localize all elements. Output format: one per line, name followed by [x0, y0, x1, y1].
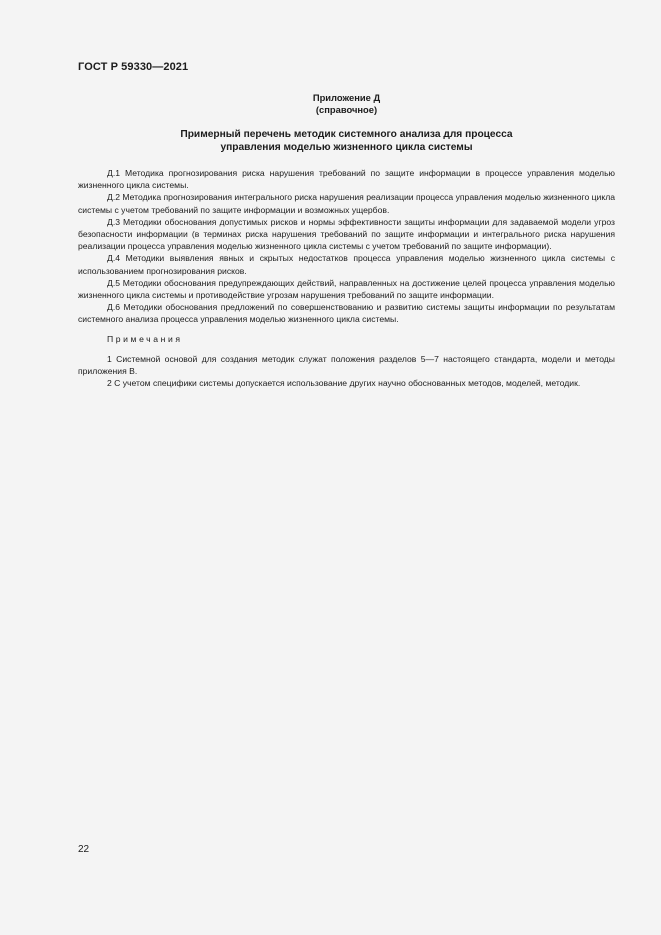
paragraph-d3: Д.3 Методики обоснования допустимых рисков и нормы эффективности защиты информации для задаваемой модели угроз безопасности информации (в терминах риска нарушения требований по защите информации и интегрального риска нарушения реализации процесса управления моделью жизненного цикла системы с учетом требований по защите информации).: [78, 216, 615, 252]
section-title: [78, 128, 615, 154]
annex-body: [78, 167, 615, 389]
paragraph-d4: Д.4 Методики выявления явных и скрытых недостатков процесса управления моделью жизненного цикла системы с использованием прогнозирования рисков.: [78, 253, 615, 276]
notes-heading: Примечания: [107, 333, 183, 344]
paragraph-d1: Д.1 Методика прогнозирования риска нарушения требований по защите информации в процессе управления моделью жизненного цикла системы.: [78, 168, 615, 191]
note-1: 1 Системной основой для создания методик служат положения разделов 5—7 настоящего стандарта, модели и методы приложения В.: [78, 353, 615, 377]
paragraph-d6: Д.6 Методики обоснования предложений по совершенствованию и развитию системы защиты информации по результатам системного анализа процесса управления моделью жизненного цикла системы.: [78, 302, 615, 325]
standard-code: ГОСТ Р 59330—2021: [78, 61, 189, 73]
page-number: 22: [78, 844, 90, 855]
section-title-line-2: управления моделью жизненного цикла системы: [220, 142, 473, 153]
annex-type: (справочное): [315, 104, 378, 115]
annex-title: Приложение Д: [312, 92, 381, 103]
paragraph-d2: Д.2 Методика прогнозирования интегрального риска нарушения реализации процесса управления моделью жизненного цикла системы с учетом требований по защите информации и возможных ущербов.: [78, 192, 615, 215]
note-2: 2 С учетом специфики системы допускается использование других научно обоснованных методов, моделей, методик.: [107, 378, 581, 389]
paragraph-d5: Д.5 Методики обоснования предупреждающих действий, направленных на достижение целей процесса управления моделью жизненного цикла системы и противодействие угрозам нарушения требований по защите информации.: [78, 277, 615, 301]
section-title-line-1: Примерный перечень методик системного анализа для процесса: [180, 129, 513, 140]
